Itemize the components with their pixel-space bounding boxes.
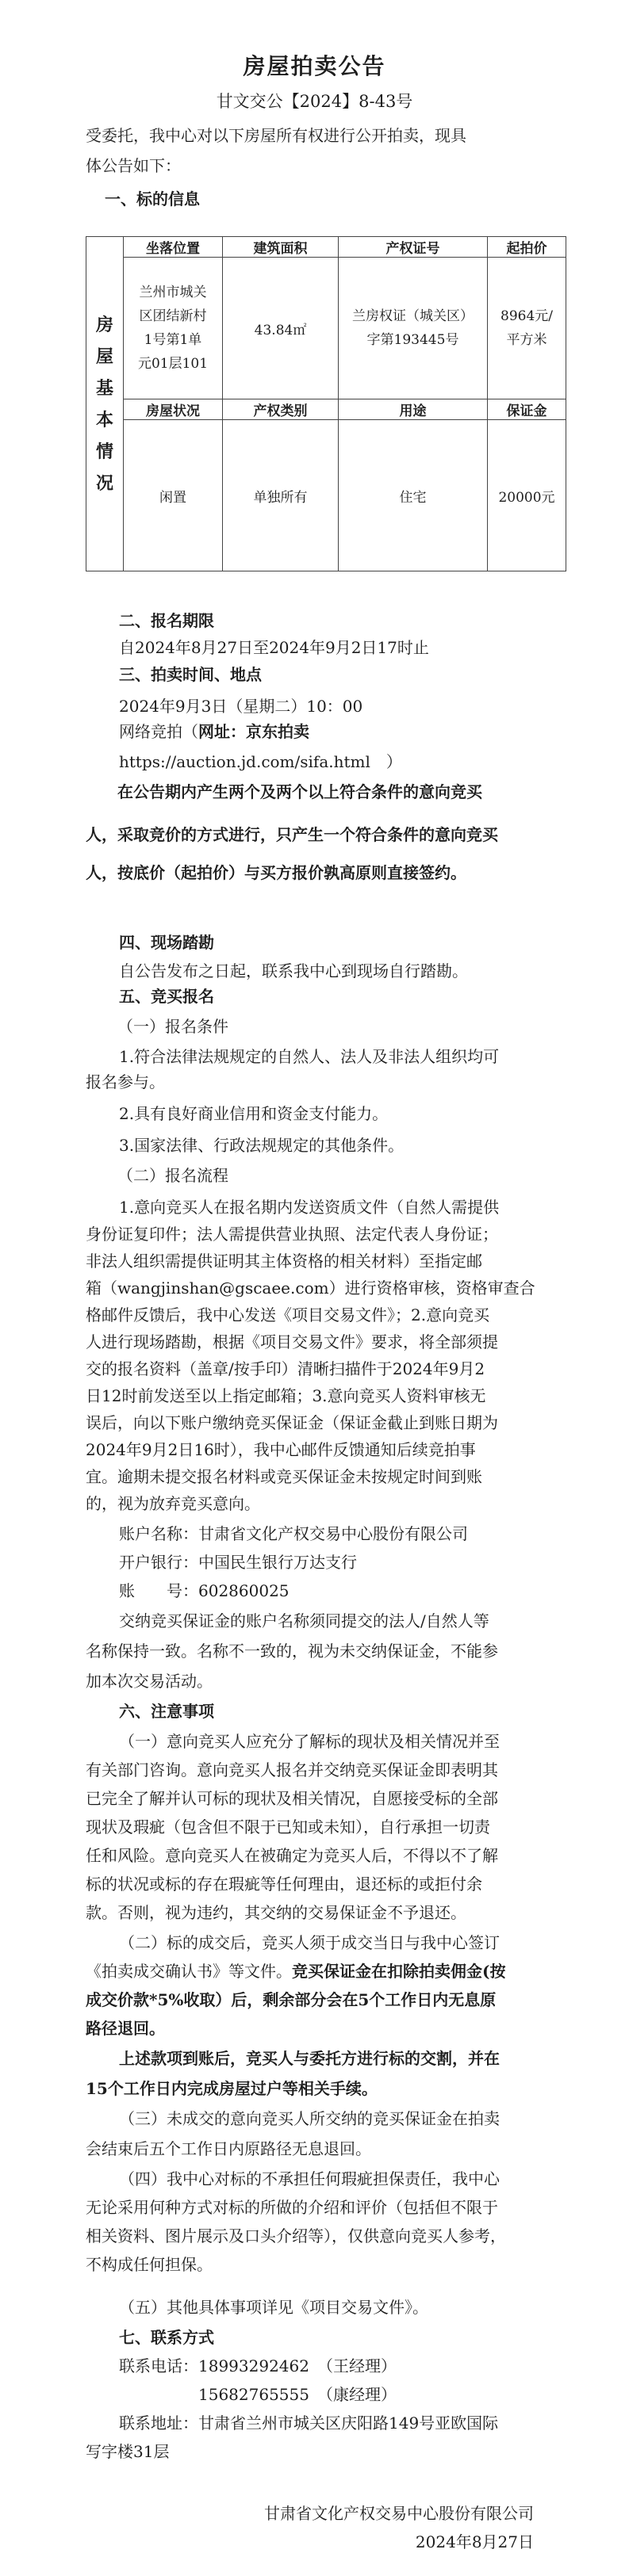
notes-line: 款。否则，视为违约，其交纳的交易保证金不予退还。 <box>86 1903 466 1922</box>
notes-line: 现状及瑕疵（包含但不限于已知或未知），自行承担一切责 <box>86 1817 490 1836</box>
table-side-label: 房 屋 基 本 情 况 <box>86 237 124 571</box>
intro-line: 体公告如下： <box>86 156 181 175</box>
section-heading-site-visit: 四、现场踏勘 <box>119 933 214 952</box>
table-header: 建筑面积 <box>223 237 339 258</box>
condition-line: 报名参与。 <box>86 1072 165 1091</box>
process-line: 误后，向以下账户缴纳竞买保证金（保证金截止到账日期为 <box>86 1413 498 1432</box>
table-cell-status: 闲置 <box>124 420 223 571</box>
section-heading-contact: 七、联系方式 <box>119 2328 214 2347</box>
notes-line: （五）其他具体事项详见《项目交易文件》。 <box>119 2298 428 2317</box>
table-cell-cert: 兰房权证（城关区） 字第193445号 <box>339 258 488 399</box>
notes-line: （四）我中心对标的不承担任何瑕疵担保责任，我中心 <box>119 2169 500 2188</box>
condition-line: 2.具有良好商业信用和资金支付能力。 <box>119 1104 389 1123</box>
process-line: 的，视为放弃竞买意向。 <box>86 1494 260 1513</box>
notes-line: 不构成任何担保。 <box>86 2255 213 2274</box>
table-cell-ownership: 单独所有 <box>223 420 339 571</box>
process-line: 日12时前发送至以上指定邮箱；3.意向竞买人资料审核无 <box>86 1386 486 1405</box>
page-title: 房屋拍卖公告 <box>243 53 386 79</box>
notes-line: 15个工作日内完成房屋过户等相关手续。 <box>86 2079 378 2098</box>
registration-period: 自2024年8月27日至2024年9月2日17时止 <box>119 638 429 657</box>
section-heading-bidding: 五、竞买报名 <box>119 987 214 1006</box>
contact-address: 联系地址：甘肃省兰州市城关区庆阳路149号亚欧国际 <box>119 2414 499 2433</box>
notes-line: 路径退回。 <box>86 2019 165 2038</box>
table-header: 起拍价 <box>488 237 566 258</box>
auction-time: 2024年9月3日（星期二）10：00 <box>119 697 363 716</box>
contact-phone: 联系电话：18993292462 （王经理） <box>119 2356 397 2375</box>
notes-line: 无论采用何种方式对标的所做的介绍和评价（包括但不限于 <box>86 2198 498 2217</box>
auction-place: 网络竞拍（网址：京东拍卖 <box>119 722 309 741</box>
notes-line: 标的状况或标的存在瑕疵等任何理由，退还标的或拒付余 <box>86 1875 482 1894</box>
table-header: 坐落位置 <box>124 237 223 258</box>
property-info-table <box>86 236 566 571</box>
issue-date: 2024年8月27日 <box>415 2532 534 2551</box>
condition-line: 1.符合法律法规规定的自然人、法人及非法人组织均可 <box>119 1047 500 1066</box>
section-heading-registration: 二、报名期限 <box>119 611 214 630</box>
table-cell-usage: 住宅 <box>339 420 488 571</box>
section-heading-auction-time: 三、拍卖时间、地点 <box>119 665 262 684</box>
table-header: 产权证号 <box>339 237 488 258</box>
table-header: 保证金 <box>488 399 566 420</box>
account-number: 账 号：602860025 <box>119 1581 290 1600</box>
notes-line: 有关部门咨询。意向竞买人报名并交纳竞买保证金即表明其 <box>86 1760 498 1779</box>
process-line: 宜。逾期未提交报名材料或竞买保证金未按规定时间到账 <box>86 1467 482 1486</box>
subheading-process: （二）报名流程 <box>117 1166 228 1185</box>
auction-url: https://auction.jd.com/sifa.html ） <box>119 752 402 771</box>
table-cell-location: 兰州市城关 区团结新村 1号第1单 元01层101 <box>124 258 223 399</box>
table-cell-price: 8964元/ 平方米 <box>488 258 566 399</box>
notes-line: 会结束后五个工作日内原路径无息退回。 <box>86 2139 371 2158</box>
process-line: 交的报名资料（盖章/按手印）清晰扫描件于2024年9月2 <box>86 1359 485 1378</box>
account-note-line: 名称保持一致。名称不一致的，视为未交纳保证金，不能参 <box>86 1642 498 1661</box>
issuer-name: 甘肃省文化产权交易中心股份有限公司 <box>264 2504 534 2523</box>
subheading-conditions: （一）报名条件 <box>117 1017 228 1036</box>
section-heading-notes: 六、注意事项 <box>119 1702 214 1721</box>
section-heading-target: 一、标的信息 <box>105 189 200 208</box>
process-line: 1.意向竞买人在报名期内发送资质文件（自然人需提供 <box>119 1198 500 1217</box>
contact-phone: 15682765555 （康经理） <box>198 2385 397 2404</box>
notes-line: 已完全了解并认可标的现状及相关情况，自愿接受标的全部 <box>86 1789 498 1808</box>
table-cell-area: 43.84㎡ <box>223 258 339 399</box>
table-header: 产权类别 <box>223 399 339 420</box>
table-header: 房屋状况 <box>124 399 223 420</box>
process-line: 箱（wangjinshan@gscaee.com）进行资格审核，资格审查合 <box>86 1278 535 1298</box>
notes-line: 《拍卖成交确认书》等文件。竞买保证金在扣除拍卖佣金(按 <box>86 1962 506 1981</box>
rule-line: 人，按底价（起拍价）与买方报价孰高原则直接签约。 <box>86 863 466 882</box>
condition-line: 3.国家法律、行政法规规定的其他条件。 <box>119 1136 405 1155</box>
account-name: 账户名称：甘肃省文化产权交易中心股份有限公司 <box>119 1524 468 1543</box>
contact-address: 写字楼31层 <box>86 2442 170 2461</box>
account-bank: 开户银行：中国民生银行万达支行 <box>119 1553 357 1572</box>
notes-line: （二）标的成交后，竞买人须于成交当日与我中心签订 <box>119 1933 500 1952</box>
notes-line: （三）未成交的意向竞买人所交纳的竞买保证金在拍卖 <box>119 2109 500 2128</box>
table-cell-deposit: 20000元 <box>488 420 566 571</box>
intro-line: 受委托，我中心对以下房屋所有权进行公开拍卖，现具 <box>86 126 466 145</box>
account-note-line: 加本次交易活动。 <box>86 1672 213 1691</box>
process-line: 身份证复印件；法人需提供营业执照、法定代表人身份证； <box>86 1225 498 1244</box>
process-line: 格邮件反馈后，我中心发送《项目交易文件》；2.意向竞买 <box>86 1305 490 1324</box>
document-number: 甘文交公【2024】8-43号 <box>216 92 413 111</box>
notes-line: 相关资料、图片展示及口头介绍等），仅供意向竞买人参考， <box>86 2226 506 2245</box>
rule-line: 在公告期内产生两个及两个以上符合条件的意向竞买 <box>117 782 482 801</box>
notes-line: 上述款项到账后，竞买人与委托方进行标的交割，并在 <box>119 2049 500 2068</box>
notes-line: （一）意向竞买人应充分了解标的现状及相关情况并至 <box>119 1732 500 1751</box>
account-note-line: 交纳竞买保证金的账户名称须同提交的法人/自然人等 <box>119 1611 489 1630</box>
table-header: 用途 <box>339 399 488 420</box>
rule-line: 人，采取竞价的方式进行，只产生一个符合条件的意向竞买 <box>86 825 498 844</box>
process-line: 2024年9月2日16时），我中心邮件反馈通知后续竞拍事 <box>86 1440 476 1459</box>
notes-line: 任和风险。意向竞买人在被确定为竞买人后，不得以不了解 <box>86 1846 498 1865</box>
process-line: 非法人组织需提供证明其主体资格的相关材料）至指定邮 <box>86 1252 482 1271</box>
notes-line: 成交价款*5%收取）后，剩余部分会在5个工作日内无息原 <box>86 1990 497 2009</box>
process-line: 人进行现场踏勘，根据《项目交易文件》要求，将全部须提 <box>86 1332 498 1351</box>
site-visit-text: 自公告发布之日起，联系我中心到现场自行踏勘。 <box>119 961 468 980</box>
